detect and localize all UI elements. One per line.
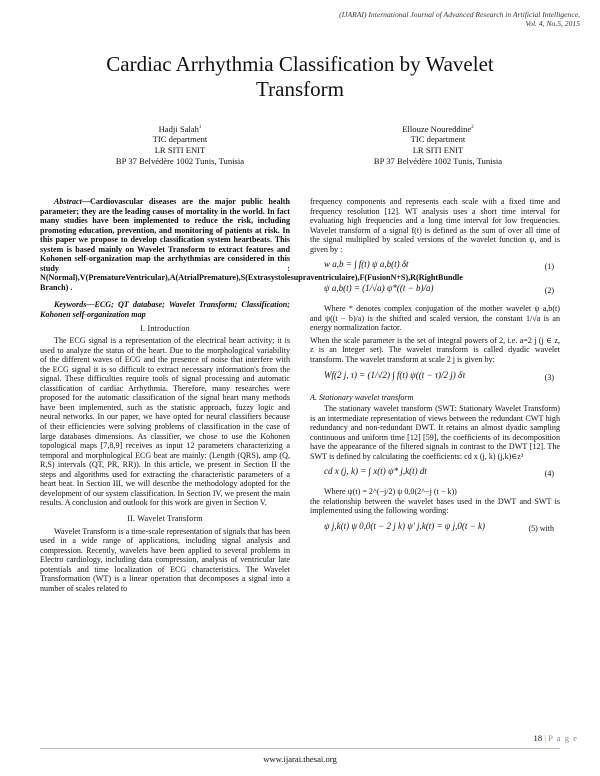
equation-1 — [310, 256, 560, 278]
equation-5-body: ψ j,k(t) ψ 0,0(t − 2 j k) ψ' j,k(t) = ψ j,0(t − k) — [324, 521, 485, 532]
author-lab-1: LR SITI ENIT — [154, 145, 206, 156]
wavelet-paragraph-cont: frequency components and represents each scale with a fixed time and frequency resolution [12]. WT analysis uses a short time interval for evaluating high frequencies and a long time interval for low frequencies. Wavelet transform of a signal f(t) is defined as the sum of over all time of the signal multiplied by scaled versions of the wavelet function ψ, and is given by : — [310, 197, 560, 254]
equation-4-number: (4) — [544, 469, 554, 479]
paper-title — [40, 52, 560, 102]
relationship-paragraph: the relationship between the wavelet bases used in the DWT and SWT is implemented using the following wording: — [310, 496, 560, 516]
equation-5 — [310, 518, 560, 540]
author-block-2 — [318, 123, 558, 166]
title-line-2: Transform — [256, 77, 344, 101]
equation-2 — [310, 280, 560, 302]
page-number: 18 | P a g e — [533, 733, 578, 743]
equation-2-number: (2) — [544, 286, 554, 296]
journal-header — [180, 10, 580, 28]
author-name-2: Ellouze Noureddine$^2$ — [402, 123, 474, 134]
author-name-1: Hadji Salah$^1$ — [158, 123, 202, 134]
keywords: Keywords—ECG; QT database; Wavelet Transform; Classification; Kohonen self-organization map — [40, 300, 290, 320]
equation-5-number: (5) with — [528, 524, 554, 534]
wavelet-paragraph: Wavelet Transform is a time-scale representation of signals that has been used in a wide range of applications, including signal analysis and compression. Recently, wavelets have been applied to several problems in Electro cardiology, including data compression, analysis of ventricular late potentials and time localization of ECG characteristics. The Wavelet Transformation (WT) is a linear operation that decomposes a signal into a number of scales related to — [40, 526, 290, 593]
conjugation-paragraph: Where * denotes complex conjugation of the mother wavelet ψ a,b(t) and ψ((t − b)/a) is the shifted and scaled version, the constant 1/√a is an energy normalization factor. — [310, 304, 560, 333]
intro-paragraph: The ECG signal is a representation of the electrical heart activity; it is used to analyze the status of the heart. Due to the morphological variability of the different waves of ECG and the presence of noise that interfere with the ECG signal it is so difficult to extract necessary information's from the signal. These difficulties require tools of signal processing and automatic classification of cardiac Arrhythmia. Therefore, many researches were proposed for the automatic classification of the signal heart many methods have been implemented, such as the statistic approach, fuzzy logic and neural networks. In our paper, we have opted for neural classifiers because of their efficiencies were solving problems of classification in the case of large databases dimensions. As classifier, we chose to use the Kohonen topological maps [7,8,9] receives as input 12 parameters characterizing a temporal and morphological ECG beat are mainly: (Length (QRS), amp (Q, R,S) intervals (QT, PR, RR)). In this article, we present in Section II the steps and algorithms used for extracting the characteristic parameters of a heart beat. In Section III, we will describe the methodology adopted for the development of our system classification. In Section IV, we present the main results. A conclusion and outlook for this work are given in Section V. — [40, 336, 290, 508]
abstract: Abstract—Cardiovascular diseases are the major public health parameter; they are the leading causes of mortality in the world. In fact many studies have been implemented to reduce the risk, including promoting education, prevention, and monitoring of patients at risk. In this paper we propose to develop classification system heartbeats. This system is based mainly on Wavelet Transform to extract features and Kohonen self-organization map the arrhythmias are considered in this study : N(Normal),V(PrematureVentricular),A(AtrialPremature),S(Extrasystolesupraventriculaire),F(FusionN+S),R(RightBundle Branch) . — [40, 197, 463, 292]
equation-1-number: (1) — [544, 262, 554, 272]
author-dept-2: TIC department — [410, 134, 466, 145]
swt-paragraph: The stationary wavelet transform (SWT: Stationary Wavelet Transform) is an intermediate representation of views between the redundant CWT high redundancy and non-redundant DWT. It retains an almost dyadic sampling continuous and uniform time [12] [59], the coefficients of its decomposition have the appearance of the filtered signals in contrast to the DWT [12]. The SWT is defined by calculating the coefficients: cd x (j, k) (j,k)∈z² — [310, 404, 560, 461]
equation-3-number: (3) — [544, 372, 554, 382]
intro-heading: I. Introduction — [140, 323, 190, 333]
author-dept-1: TIC department — [152, 134, 208, 145]
wavelet-heading: II. Wavelet Transform — [127, 513, 203, 523]
author-block-1 — [60, 123, 300, 166]
footer-divider — [40, 748, 560, 749]
footer-url: www.ijarai.thesai.org — [263, 754, 337, 764]
right-column — [310, 197, 560, 542]
equation-3 — [310, 367, 560, 389]
title-line-1: Cardiac Arrhythmia Classification by Wavelet — [106, 52, 494, 76]
author-lab-2: LR SITI ENIT — [412, 145, 464, 156]
author-address-2: BP 37 Belvédère 1002 Tunis, Tunisia — [373, 155, 503, 166]
equation-4-body: cd x (j, k) = ∫ x(t) ψ* j,k(t) dt — [324, 466, 427, 477]
equation-4 — [310, 463, 560, 485]
journal-name: (IJARAI) International Journal of Advanced Research in Artificial Intelligence, — [339, 10, 580, 19]
dyadic-paragraph: When the scale parameter is the set of integral powers of 2, i.e. a=2 j (j ∈ z, z is an Integer set). The wavelet transform is called dyadic wavelet transform. The wavelet transform at scale 2 j is given by: — [310, 335, 560, 365]
journal-volume: Vol. 4, No.5, 2015 — [525, 19, 580, 28]
subsection-a-heading: A. Stationary wavelet transform — [310, 392, 414, 402]
author-address-1: BP 37 Belvédère 1002 Tunis, Tunisia — [115, 155, 245, 166]
equation-3-body: Wf(2 j, τ) = (1/√2) ∫ f(t) ψ((t − τ)/2 j) δτ — [324, 369, 466, 380]
equation-2-body: ψ a,b(t) = (1/√a) ψ*((t − b)/a) — [324, 283, 434, 294]
where-psi-line: Where ψ(t) = 2^(−j/2) ψ 0,0(2^−j (t − k)) — [324, 487, 457, 497]
equation-1-body: w a,b = ∫ f(t) ψ a,b(t) δt — [324, 259, 409, 270]
